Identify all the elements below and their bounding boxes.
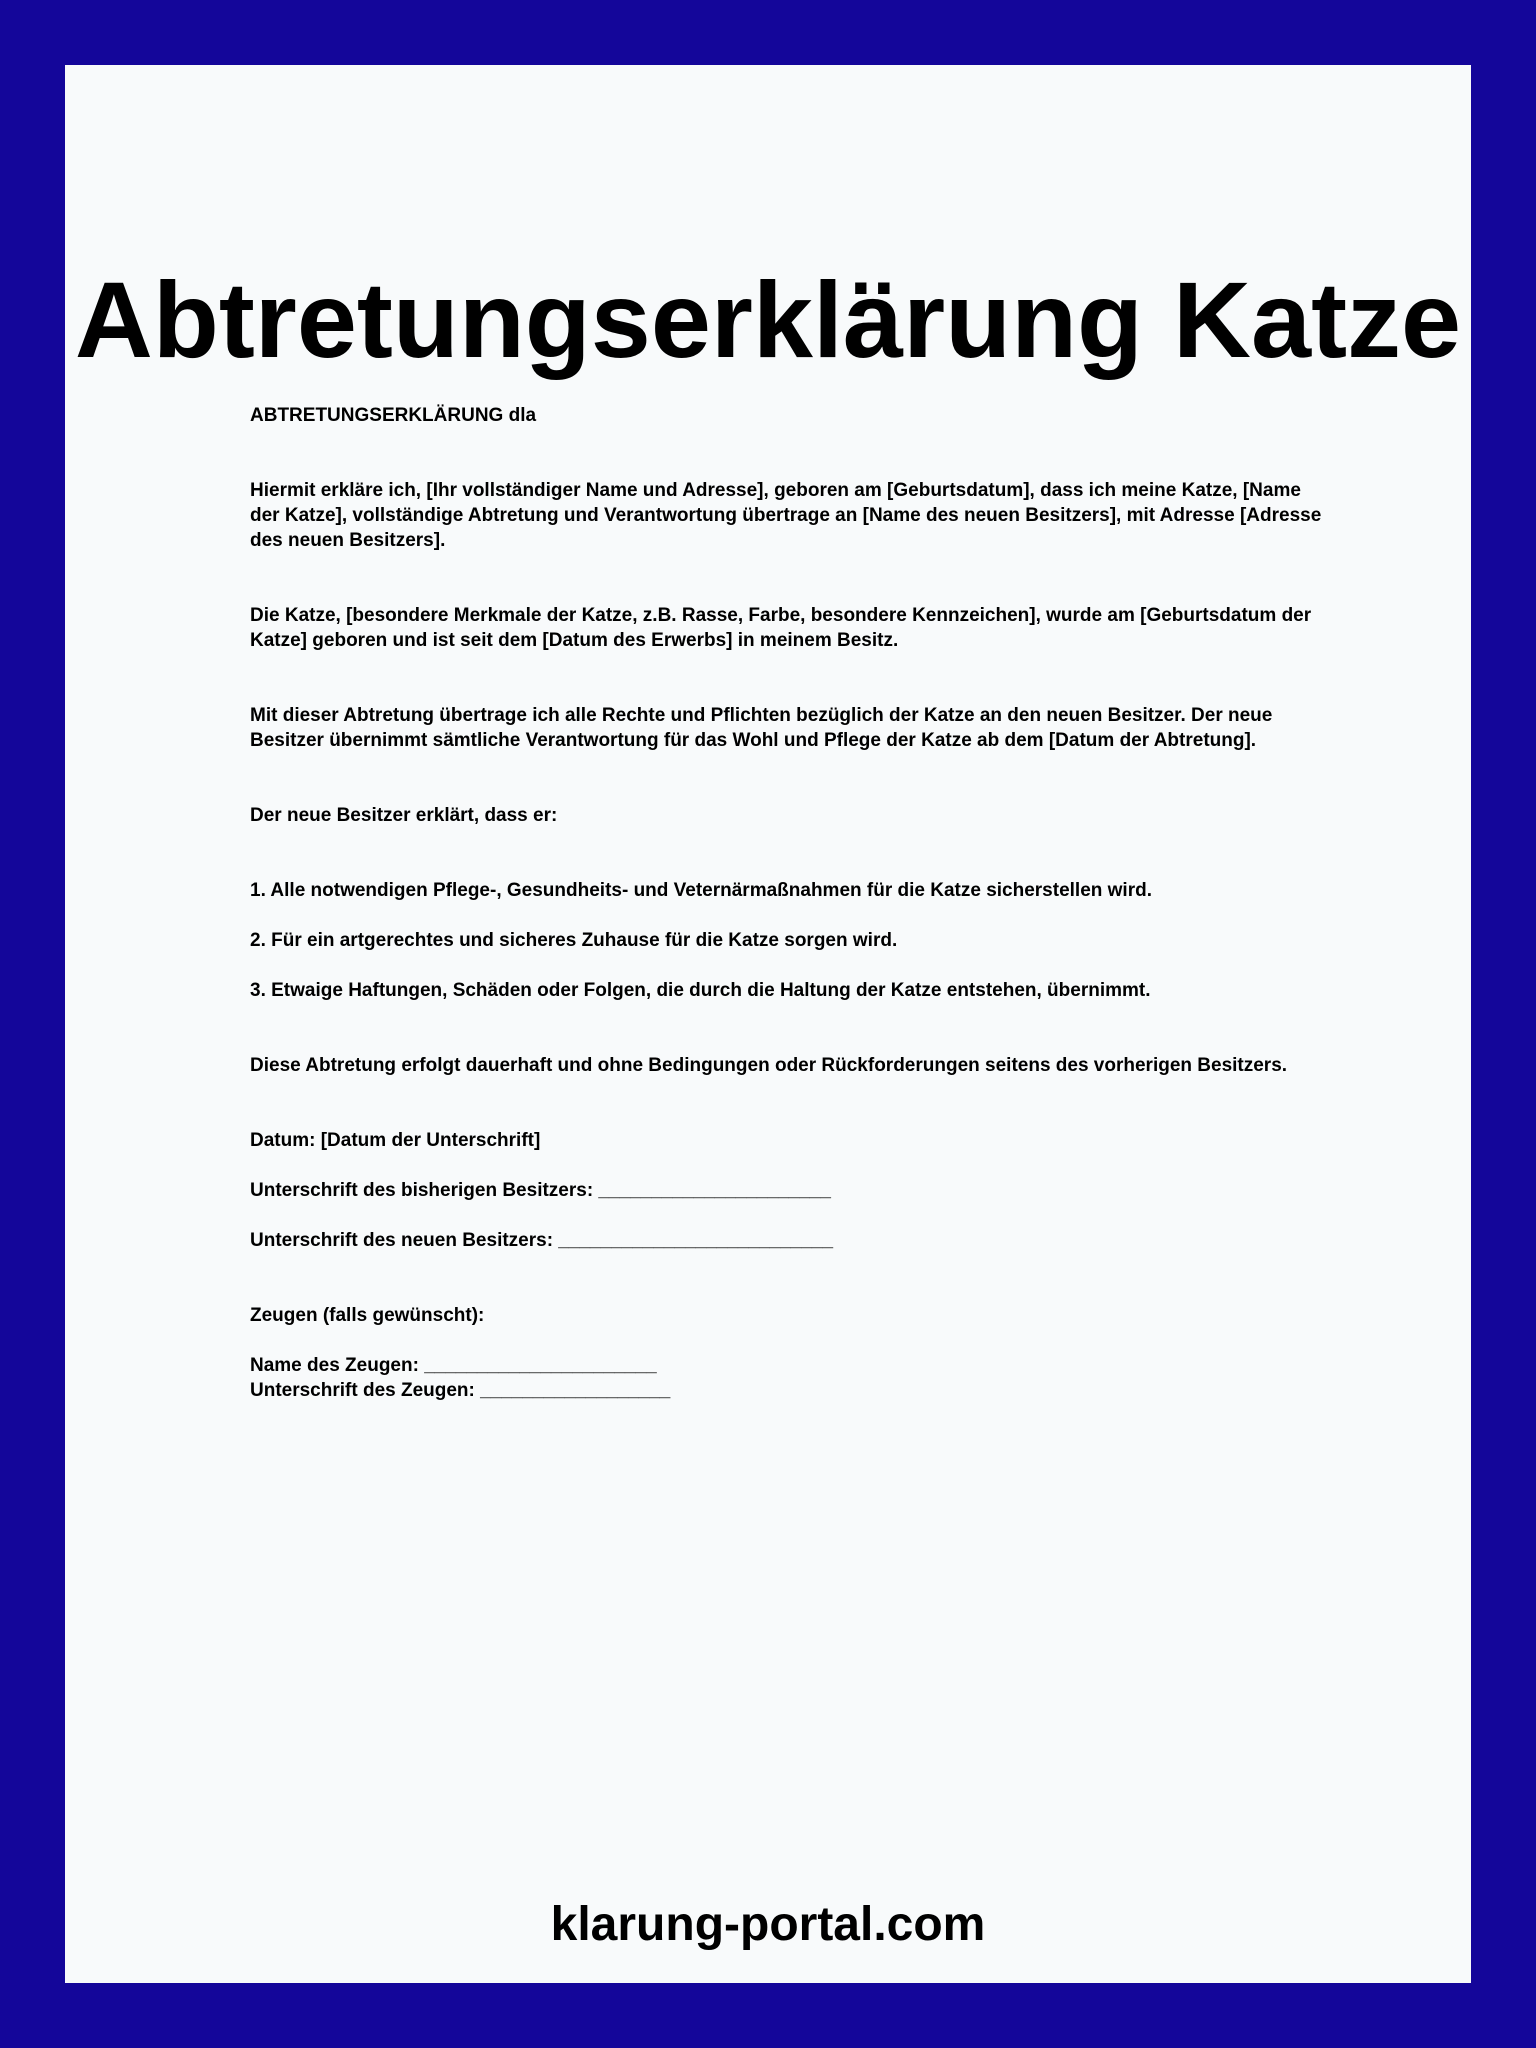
witnesses-label: Zeugen (falls gewünscht):	[250, 1305, 485, 1326]
signature-new-owner: Unterschrift des neuen Besitzers: __________________________	[250, 1230, 834, 1251]
obligation-item: 2. Für ein artgerechtes und sicheres Zuhause für die Katze sorgen wird.	[250, 930, 898, 951]
page-title: Abtretungserklärung Katze	[74, 259, 1462, 380]
obligation-item: 3. Etwaige Haftungen, Schäden oder Folgen, die durch die Haltung der Katze entstehen, übernimmt.	[250, 980, 1151, 1001]
obligation-item: 1. Alle notwendigen Pflege-, Gesundheits- und Veternärmaßnahmen für die Katze sicherstellen wird.	[250, 880, 1152, 901]
footer-site-name: klarung-portal.com	[550, 1898, 986, 1951]
signature-previous-owner: Unterschrift des bisherigen Besitzers: ______________________	[250, 1180, 831, 1201]
document-body	[250, 403, 1330, 1403]
declaration-intro: Der neue Besitzer erklärt, dass er:	[250, 805, 558, 826]
witness-signature-line: Unterschrift des Zeugen: __________________	[250, 1380, 671, 1401]
intro-paragraph: Hiermit erkläre ich, [Ihr vollständiger Name und Adresse], geboren am [Geburtsdatum], dass ich meine Katze, [Name der Katze], vollständige Abtretung und Verantwortung übertrage an [Name des neuen Besitzers], mit Adresse [Adresse des neuen Besitzers].	[250, 480, 1322, 551]
witness-name-line: Name des Zeugen: ______________________	[250, 1355, 657, 1376]
permanence-paragraph: Diese Abtretung erfolgt dauerhaft und ohne Bedingungen oder Rückforderungen seitens des vorherigen Besitzers.	[250, 1055, 1288, 1076]
cat-details-paragraph: Die Katze, [besondere Merkmale der Katze, z.B. Rasse, Farbe, besondere Kennzeichen], wurde am [Geburtsdatum der Katze] geboren und ist seit dem [Datum des Erwerbs] in meinem Besitz.	[250, 605, 1312, 651]
document-page	[65, 65, 1471, 1983]
date-line: Datum: [Datum der Unterschrift]	[250, 1130, 541, 1151]
document-heading: ABTRETUNGSERKLÄRUNG dla	[250, 405, 537, 426]
rights-paragraph: Mit dieser Abtretung übertrage ich alle Rechte und Pflichten bezüglich der Katze an den neuen Besitzer. Der neue Besitzer übernimmt sämtliche Verantwortung für das Wohl und Pflege der Katze ab dem [Datum der Abtretung].	[250, 705, 1273, 751]
